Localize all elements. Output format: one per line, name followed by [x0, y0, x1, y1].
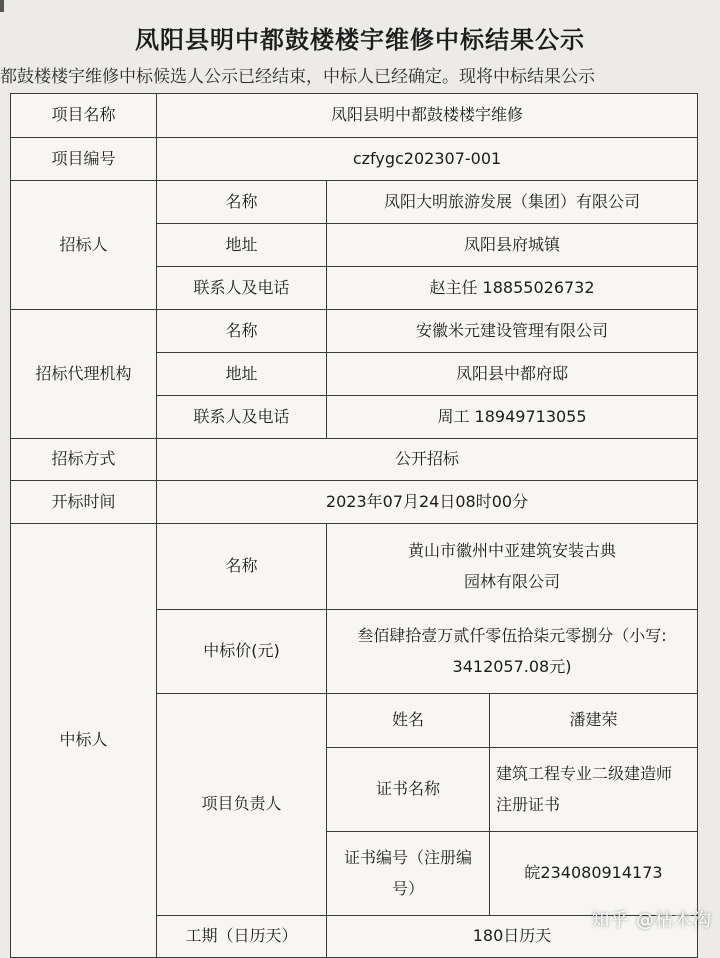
agency-name-label: 名称: [157, 310, 327, 353]
agency-addr-value: 凤阳县中都府邸: [327, 353, 698, 396]
open-time-value: 2023年07月24日08时00分: [157, 481, 698, 524]
price-label: 中标价(元): [157, 610, 327, 694]
winner-name-line-1: 黄山市徽州中亚建筑安装古典: [408, 541, 617, 561]
period-label: 工期（日历天）: [157, 916, 327, 958]
agency-addr-label: 地址: [157, 353, 327, 396]
corner-mark: [0, 0, 4, 12]
method-value: 公开招标: [157, 439, 698, 481]
cert-no-value: 皖234080914173: [490, 832, 698, 916]
tenderer-name-label: 名称: [157, 181, 327, 224]
project-no-value: czfygc202307-001: [157, 138, 698, 181]
cert-name-line-2: 注册证书: [496, 794, 561, 814]
manager-label: 项目负责人: [157, 694, 327, 916]
agency-contact-label: 联系人及电话: [157, 396, 327, 439]
agency-label: 招标代理机构: [11, 310, 157, 439]
table-row: [11, 310, 698, 353]
winner-label: 中标人: [11, 524, 157, 958]
winner-name-label: 名称: [157, 524, 327, 610]
price-line-1: 叁佰肆拾壹万贰仟零伍拾柒元零捌分（小写:: [357, 626, 667, 646]
tenderer-contact-value: 赵主任 18855026732: [327, 267, 698, 310]
period-value: 180日历天: [327, 916, 698, 958]
intro-text: 都鼓楼楼宇维修中标候选人公示已经结束，中标人已经确定。现将中标结果公示: [0, 67, 595, 87]
tenderer-addr-value: 凤阳县府城镇: [327, 224, 698, 267]
project-no-label: 项目编号: [11, 138, 157, 181]
tenderer-name-value: 凤阳大明旅游发展（集团）有限公司: [327, 181, 698, 224]
tenderer-addr-label: 地址: [157, 224, 327, 267]
tenderer-contact-label: 联系人及电话: [157, 267, 327, 310]
winner-name-value: [327, 524, 698, 610]
method-label: 招标方式: [11, 439, 157, 481]
watermark: 知乎 @枯木沟: [591, 910, 712, 931]
price-line-2: 3412057.08元): [452, 656, 572, 676]
result-table: [10, 93, 698, 958]
page-title: 凤阳县明中都鼓楼楼宇维修中标结果公示: [135, 26, 585, 54]
agency-name-value: 安徽米元建设管理有限公司: [327, 310, 698, 353]
project-name-value: 凤阳县明中都鼓楼楼宇维修: [157, 94, 698, 138]
cert-no-label-line-2: 号）: [391, 878, 424, 898]
table-row: [11, 181, 698, 224]
person-name-label: 姓名: [327, 694, 490, 748]
cert-name-label: 证书名称: [327, 748, 490, 832]
person-name-value: 潘建荣: [490, 694, 698, 748]
tenderer-label: 招标人: [11, 181, 157, 310]
cert-name-value: [490, 748, 698, 832]
cert-no-label-line-1: 证书编号（注册编: [343, 848, 472, 868]
cert-name-line-1: 建筑工程专业二级建造师: [496, 764, 673, 784]
open-time-label: 开标时间: [11, 481, 157, 524]
agency-contact-value: 周工 18949713055: [327, 396, 698, 439]
table-row: [11, 94, 698, 138]
cert-no-label: [327, 832, 490, 916]
table-row: [11, 138, 698, 181]
winner-name-line-2: 园林有限公司: [464, 571, 561, 591]
price-value: [327, 610, 698, 694]
table-row: [11, 524, 698, 610]
table-row: [11, 481, 698, 524]
table-row: [11, 439, 698, 481]
project-name-label: 项目名称: [11, 94, 157, 138]
